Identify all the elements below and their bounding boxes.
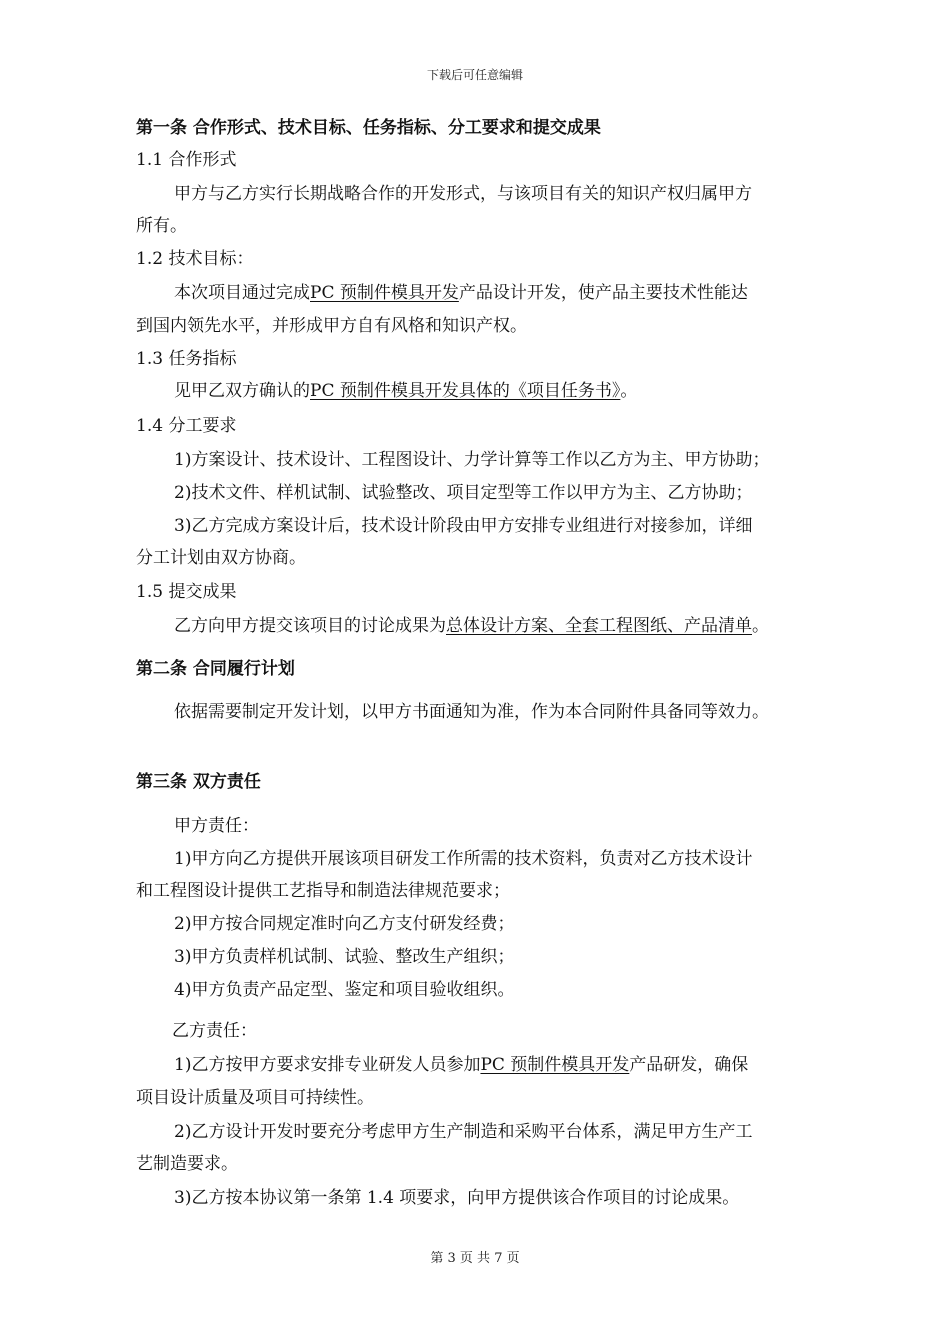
section-1-2-heading: 1.2 技术目标：: [136, 249, 254, 269]
text: 。: [620, 381, 638, 401]
paragraph: 到国内领先水平，并形成甲方自有风格和知识产权。: [136, 316, 527, 336]
list-item-continuation: 和工程图设计提供工艺指导和制造法律规范要求；: [136, 881, 510, 901]
section-1-4-heading: 1.4 分工要求: [136, 416, 237, 436]
paragraph: 甲方与乙方实行长期战略合作的开发形式，与该项目有关的知识产权归属甲方: [174, 184, 752, 204]
list-item: 1)甲方向乙方提供开展该项目研发工作所需的技术资料，负责对乙方技术设计: [174, 849, 753, 869]
party-a-label: 甲方责任：: [174, 816, 259, 836]
paragraph: [174, 379, 637, 403]
text: 。: [752, 616, 769, 636]
text: 产品设计开发，使产品主要技术性能达: [458, 283, 748, 303]
underlined-project-name: PC 预制件模具开发: [310, 283, 459, 303]
list-item: 3)甲方负责样机试制、试验、整改生产组织；: [174, 947, 515, 967]
section-1-5-heading: 1.5 提交成果: [136, 582, 237, 602]
paragraph: 所有。: [136, 216, 187, 236]
list-item: 1)方案设计、技术设计、工程图设计、力学计算等工作以乙方为主、甲方协助；: [174, 450, 770, 470]
underlined-project-name: PC 预制件模具开发: [480, 1055, 630, 1075]
list-item: 3)乙方按本协议第一条第 1.4 项要求，向甲方提供该合作项目的讨论成果。: [174, 1188, 740, 1208]
list-item: 3)乙方完成方案设计后，技术设计阶段由甲方安排专业组进行对接参加，详细: [174, 516, 753, 536]
section-1-1-heading: 1.1 合作形式: [136, 150, 237, 170]
paragraph: [174, 281, 748, 305]
list-item-continuation: 艺制造要求。: [136, 1154, 238, 1174]
list-item: [174, 1053, 748, 1077]
section-1-3-heading: 1.3 任务指标: [136, 349, 237, 369]
article-1-title: 第一条 合作形式、技术目标、任务指标、分工要求和提交成果: [136, 118, 601, 138]
text: 见甲乙双方确认的: [174, 381, 310, 401]
list-item: 4)甲方负责产品定型、鉴定和项目验收组织。: [174, 980, 515, 1000]
underlined-deliverables: 总体设计方案、全套工程图纸、产品清单: [446, 616, 752, 636]
text: 产品研发，确保: [629, 1055, 749, 1075]
list-item: 2)甲方按合同规定准时向乙方支付研发经费；: [174, 914, 515, 934]
list-item: 2)乙方设计开发时要充分考虑甲方生产制造和采购平台体系，满足甲方生产工: [174, 1122, 753, 1142]
text: 1)乙方按甲方要求安排专业研发人员参加: [174, 1055, 481, 1075]
article-3-title: 第三条 双方责任: [136, 772, 261, 792]
paragraph: [174, 614, 769, 638]
list-item-continuation: 项目设计质量及项目可持续性。: [136, 1088, 374, 1108]
list-item: 2)技术文件、样机试制、试验整改、项目定型等工作以甲方为主、乙方协助；: [174, 483, 753, 503]
party-b-label: 乙方责任：: [172, 1021, 257, 1041]
text: 乙方向甲方提交该项目的讨论成果为: [174, 616, 446, 636]
list-item-continuation: 分工计划由双方协商。: [136, 548, 306, 568]
underlined-task-book: PC 预制件模具开发具体的《项目任务书》: [310, 381, 621, 401]
paragraph: 依据需要制定开发计划，以甲方书面通知为准，作为本合同附件具备同等效力。: [174, 702, 769, 722]
article-2-title: 第二条 合同履行计划: [136, 659, 295, 679]
page-footer: 第 3 页 共 7 页: [430, 1251, 520, 1266]
text: 本次项目通过完成: [174, 283, 310, 303]
page-header: 下载后可任意编辑: [426, 68, 523, 82]
